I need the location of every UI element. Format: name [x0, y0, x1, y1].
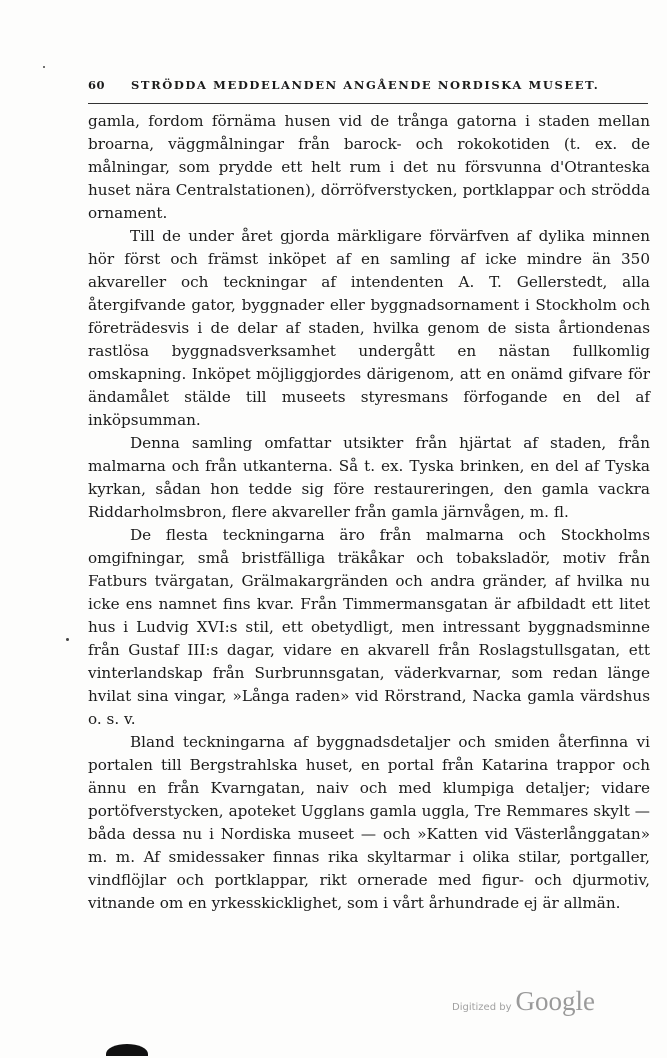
paragraph-4: De flesta teckningarna äro från malmarna och Stockholms omgifningar, små bristfälliga träkåkar och tobaksladör, motiv från Fatburs tvärgatan, Grälmakargränden och andra gränder, af hvilka nu icke ens namnet fins kvar. Från Timmermansgatan är afbildadt ett litet hus i Ludvig XVI:s stil, ett obetydligt, men intressant byggnadsminne från Gustaf III:s dagar, vidare en akvarell från Roslagstullsgatan, ett vinterlandskap från Surbrunnsgatan, väderkvarnar, som redan länge hvilat sina vingar, »Långa raden» vid Rörstrand, Nacka gamla värdshus o. s. v. [88, 526, 650, 728]
running-header [88, 78, 648, 98]
header-rule [88, 103, 648, 104]
page-number: 60 [88, 78, 106, 92]
paper-speck [43, 66, 45, 68]
paper-speck [66, 638, 69, 641]
body-text [88, 110, 650, 915]
watermark-prefix: Digitized by [452, 1002, 512, 1013]
paragraph-5: Bland teckningarna af byggnadsdetaljer och smiden återfinna vi portalen till Bergstrahlska huset, en portal från Katarina trappor och ännu en från Kvarngatan, naiv och med klumpiga detaljer; vidare portöfverstycken, apoteket Ugglans gamla uggla, Tre Remmares skylt — båda dessa nu i Nordiska museet — och »Katten vid Västerlånggatan» m. m. Af smidessaker finnas rika skyltarmar i olika stilar, portgaller, vindflöjlar och portklappar, rikt ornerade med figur- och djurmotiv, vitnande om en yrkesskicklighet, som i vårt århundrade ej är allmän. [88, 733, 650, 912]
paragraph-1: gamla, fordom förnäma husen vid de trånga gatorna i staden mellan broarna, väggmålningar från barock- och rokokotiden (t. ex. de målningar, som prydde ett helt rum i det nu försvunna d'Otranteska huset nära Centralstationen), dörröfverstycken, portklappar och strödda ornament. [88, 112, 650, 222]
watermark-logo: Google [515, 986, 595, 1016]
ink-blot [106, 1044, 148, 1056]
paragraph-3: Denna samling omfattar utsikter från hjärtat af staden, från malmarna och från utkanterna. Så t. ex. Tyska brinken, en del af Tyska kyrkan, sådan hon tedde sig före restaureringen, den gamla vackra Riddarholmsbron, flere akvareller från gamla järnvågen, m. fl. [88, 434, 650, 521]
running-title: STRÖDDA MEDDELANDEN ANGÅENDE NORDISKA MUSEET. [131, 78, 600, 92]
paragraph-2: Till de under året gjorda märkligare förvärfven af dylika minnen hör först och främst inköpet af en samling af icke mindre än 350 akvareller och teckningar af intendenten A. T. Gellerstedt, alla återgifvande gator, byggnader eller byggnadsornament i Stockholm och företrädesvis i de delar af staden, hvilka genom de sista årtiondenas rastlösa byggnadsverksamhet undergått en nästan fullkomlig omskapning. Inköpet möjliggjordes därigenom, att en onämd gifvare för ändamålet stälde till museets styresmans förfogande en del af inköpsumman. [88, 227, 650, 429]
digitization-watermark [452, 986, 595, 1017]
